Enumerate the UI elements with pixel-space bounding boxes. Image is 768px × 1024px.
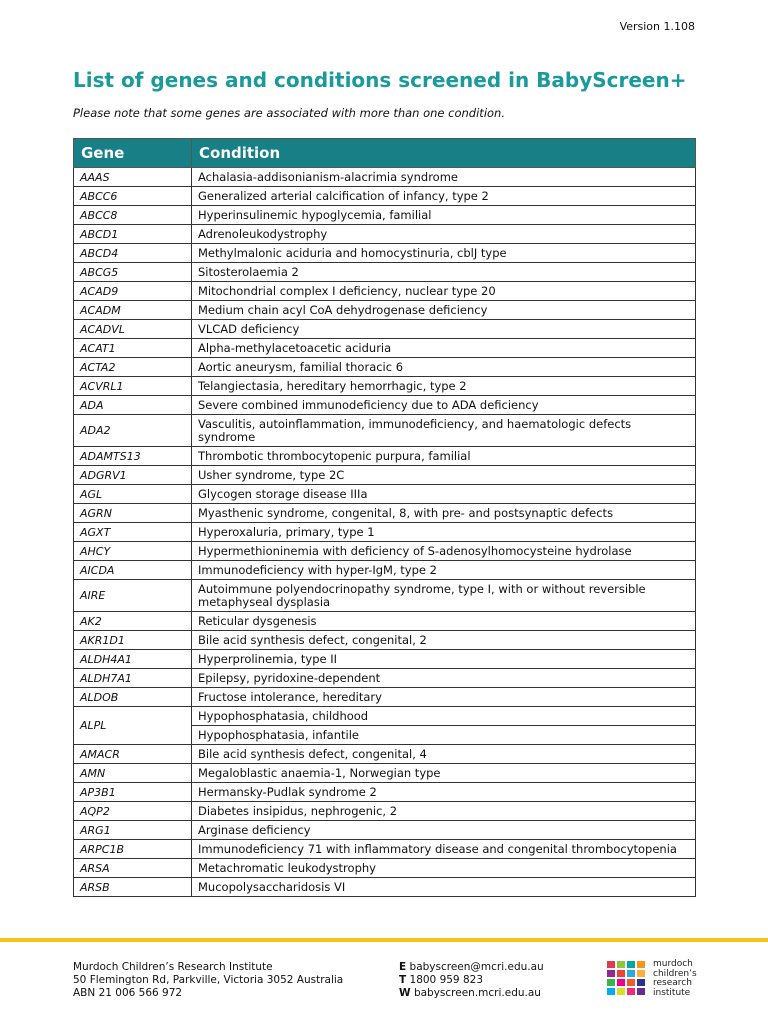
footer-contact — [399, 961, 544, 1000]
condition-cell: Fructose intolerance, hereditary — [192, 688, 696, 707]
condition-cell: Hyperoxaluria, primary, type 1 — [192, 523, 696, 542]
header-condition: Condition — [192, 139, 696, 168]
gene-cell: ADAMTS13 — [74, 447, 192, 466]
condition-cell: Hermansky-Pudlak syndrome 2 — [192, 783, 696, 802]
condition-cell: Myasthenic syndrome, congenital, 8, with pre- and postsynaptic defects — [192, 504, 696, 523]
condition-cell: Mucopolysaccharidosis VI — [192, 878, 696, 897]
footer-phone[interactable]: 1800 959 823 — [409, 974, 483, 986]
table-row — [74, 415, 696, 447]
logo-square — [637, 970, 645, 977]
table-row — [74, 206, 696, 225]
table-row — [74, 669, 696, 688]
table-body — [74, 168, 696, 897]
table-row — [74, 783, 696, 802]
condition-cell: Thrombotic thrombocytopenic purpura, familial — [192, 447, 696, 466]
gene-cell: AHCY — [74, 542, 192, 561]
condition-cell: Hyperinsulinemic hypoglycemia, familial — [192, 206, 696, 225]
condition-cell: Megaloblastic anaemia-1, Norwegian type — [192, 764, 696, 783]
gene-cell: ABCD4 — [74, 244, 192, 263]
logo-square — [607, 961, 615, 968]
gene-cell: ADA — [74, 396, 192, 415]
table-row — [74, 523, 696, 542]
gene-cell: ADA2 — [74, 415, 192, 447]
gene-cell: AICDA — [74, 561, 192, 580]
logo-square — [617, 988, 625, 995]
gene-cell: AMN — [74, 764, 192, 783]
table-row — [74, 168, 696, 187]
logo-word-1: murdoch — [653, 959, 693, 969]
condition-cell: Hypermethioninemia with deficiency of S-adenosylhomocysteine hydrolase — [192, 542, 696, 561]
logo-square — [627, 961, 635, 968]
condition-cell: Sitosterolaemia 2 — [192, 263, 696, 282]
table-row — [74, 320, 696, 339]
condition-cell: Methylmalonic aciduria and homocystinuria, cblJ type — [192, 244, 696, 263]
condition-cell: Metachromatic leukodystrophy — [192, 859, 696, 878]
phone-prefix: T — [399, 974, 407, 986]
table-row — [74, 282, 696, 301]
gene-cell: AK2 — [74, 612, 192, 631]
condition-cell: Immunodeficiency with hyper-IgM, type 2 — [192, 561, 696, 580]
table-row — [74, 244, 696, 263]
table-row — [74, 745, 696, 764]
table-row — [74, 466, 696, 485]
logo-mark-icon — [607, 961, 645, 995]
table-row — [74, 688, 696, 707]
table-row — [74, 225, 696, 244]
condition-cell: Medium chain acyl CoA dehydrogenase deficiency — [192, 301, 696, 320]
table-row — [74, 377, 696, 396]
footer-address — [73, 961, 343, 1000]
footer-abn: ABN 21 006 566 972 — [73, 987, 183, 999]
condition-cell: VLCAD deficiency — [192, 320, 696, 339]
condition-cell: Achalasia-addisonianism-alacrimia syndrome — [192, 168, 696, 187]
gene-cell: ABCG5 — [74, 263, 192, 282]
gene-cell: ACADM — [74, 301, 192, 320]
table-header-row — [74, 139, 696, 168]
table-row — [74, 504, 696, 523]
gene-cell: ARG1 — [74, 821, 192, 840]
table-row — [74, 542, 696, 561]
gene-cell: ADGRV1 — [74, 466, 192, 485]
condition-cell: Aortic aneurysm, familial thoracic 6 — [192, 358, 696, 377]
condition-cell: Generalized arterial calcification of infancy, type 2 — [192, 187, 696, 206]
gene-cell: AAAS — [74, 168, 192, 187]
intro-note: Please note that some genes are associated with more than one condition. — [73, 106, 505, 120]
logo-word-3: research — [653, 978, 692, 988]
table-row — [74, 485, 696, 504]
logo-square — [607, 979, 615, 986]
footer-accent-line — [0, 938, 768, 942]
table-row — [74, 263, 696, 282]
footer-email[interactable]: babyscreen@mcri.edu.au — [409, 961, 544, 973]
gene-cell: ACAT1 — [74, 339, 192, 358]
gene-cell: ACTA2 — [74, 358, 192, 377]
logo-word-4: institute — [653, 987, 691, 998]
gene-cell: ALDOB — [74, 688, 192, 707]
gene-cell: AGL — [74, 485, 192, 504]
table-row — [74, 878, 696, 897]
mcri-logo — [607, 960, 707, 1000]
gene-cell: ABCC6 — [74, 187, 192, 206]
table-row — [74, 447, 696, 466]
table-row — [74, 802, 696, 821]
gene-cell: ALDH7A1 — [74, 669, 192, 688]
footer-org-name: Murdoch Children’s Research Institute — [73, 961, 273, 973]
footer-website[interactable]: babyscreen.mcri.edu.au — [413, 987, 541, 999]
condition-cell: Mitochondrial complex I deficiency, nuclear type 20 — [192, 282, 696, 301]
gene-cell: ACADVL — [74, 320, 192, 339]
gene-cell: AMACR — [74, 745, 192, 764]
logo-square — [627, 970, 635, 977]
version-label: Version 1.108 — [619, 20, 695, 33]
gene-cell: ACAD9 — [74, 282, 192, 301]
condition-cell: Alpha-methylacetoacetic aciduria — [192, 339, 696, 358]
logo-square — [617, 961, 625, 968]
condition-cell: Bile acid synthesis defect, congenital, 2 — [192, 631, 696, 650]
gene-cell: AQP2 — [74, 802, 192, 821]
logo-square — [617, 970, 625, 977]
condition-cell: Bile acid synthesis defect, congenital, 4 — [192, 745, 696, 764]
gene-cell: ARPC1B — [74, 840, 192, 859]
logo-word-2: children’s — [653, 968, 697, 979]
logo-wordmark — [653, 960, 697, 998]
condition-cell: Arginase deficiency — [192, 821, 696, 840]
condition-cell: Hypophosphatasia, infantile — [192, 726, 696, 745]
logo-square — [607, 988, 615, 995]
gene-cell: ALPL — [74, 707, 192, 745]
email-prefix: E — [399, 961, 407, 973]
gene-cell: AP3B1 — [74, 783, 192, 802]
gene-cell: ARSB — [74, 878, 192, 897]
table-row — [74, 580, 696, 612]
table-row — [74, 764, 696, 783]
gene-cell: ARSA — [74, 859, 192, 878]
logo-square — [607, 970, 615, 977]
condition-cell: Immunodeficiency 71 with inflammatory disease and congenital thrombocytopenia — [192, 840, 696, 859]
table-row — [74, 612, 696, 631]
condition-cell: Diabetes insipidus, nephrogenic, 2 — [192, 802, 696, 821]
condition-cell: Usher syndrome, type 2C — [192, 466, 696, 485]
table-row — [74, 396, 696, 415]
condition-cell: Hypophosphatasia, childhood — [192, 707, 696, 726]
gene-cell: ABCD1 — [74, 225, 192, 244]
table-row — [74, 650, 696, 669]
logo-square — [627, 979, 635, 986]
condition-cell: Reticular dysgenesis — [192, 612, 696, 631]
table-row — [74, 187, 696, 206]
header-gene: Gene — [74, 139, 192, 168]
condition-cell: Autoimmune polyendocrinopathy syndrome, type I, with or without reversible metaphyseal dysplasia — [192, 580, 696, 612]
logo-square — [617, 979, 625, 986]
table-row — [74, 707, 696, 726]
table-row — [74, 840, 696, 859]
condition-cell: Vasculitis, autoinflammation, immunodeficiency, and haematologic defects syndrome — [192, 415, 696, 447]
table-row — [74, 821, 696, 840]
gene-cell: AGXT — [74, 523, 192, 542]
gene-cell: ABCC8 — [74, 206, 192, 225]
table-row — [74, 301, 696, 320]
logo-square — [637, 961, 645, 968]
logo-square — [637, 988, 645, 995]
gene-cell: ALDH4A1 — [74, 650, 192, 669]
condition-cell: Adrenoleukodystrophy — [192, 225, 696, 244]
condition-cell: Telangiectasia, hereditary hemorrhagic, type 2 — [192, 377, 696, 396]
table-row — [74, 859, 696, 878]
gene-cell: ACVRL1 — [74, 377, 192, 396]
page-title: List of genes and conditions screened in BabyScreen+ — [73, 68, 687, 92]
table-row — [74, 339, 696, 358]
logo-square — [637, 979, 645, 986]
gene-cell: AGRN — [74, 504, 192, 523]
footer-street: 50 Flemington Rd, Parkville, Victoria 3052 Australia — [73, 974, 344, 986]
table-row — [74, 631, 696, 650]
condition-cell: Epilepsy, pyridoxine-dependent — [192, 669, 696, 688]
gene-condition-table — [73, 138, 696, 897]
web-prefix: W — [399, 987, 411, 999]
logo-square — [627, 988, 635, 995]
table-row — [74, 358, 696, 377]
condition-cell: Severe combined immunodeficiency due to ADA deficiency — [192, 396, 696, 415]
gene-cell: AIRE — [74, 580, 192, 612]
gene-cell: AKR1D1 — [74, 631, 192, 650]
condition-cell: Hyperprolinemia, type II — [192, 650, 696, 669]
table-row — [74, 561, 696, 580]
condition-cell: Glycogen storage disease IIIa — [192, 485, 696, 504]
